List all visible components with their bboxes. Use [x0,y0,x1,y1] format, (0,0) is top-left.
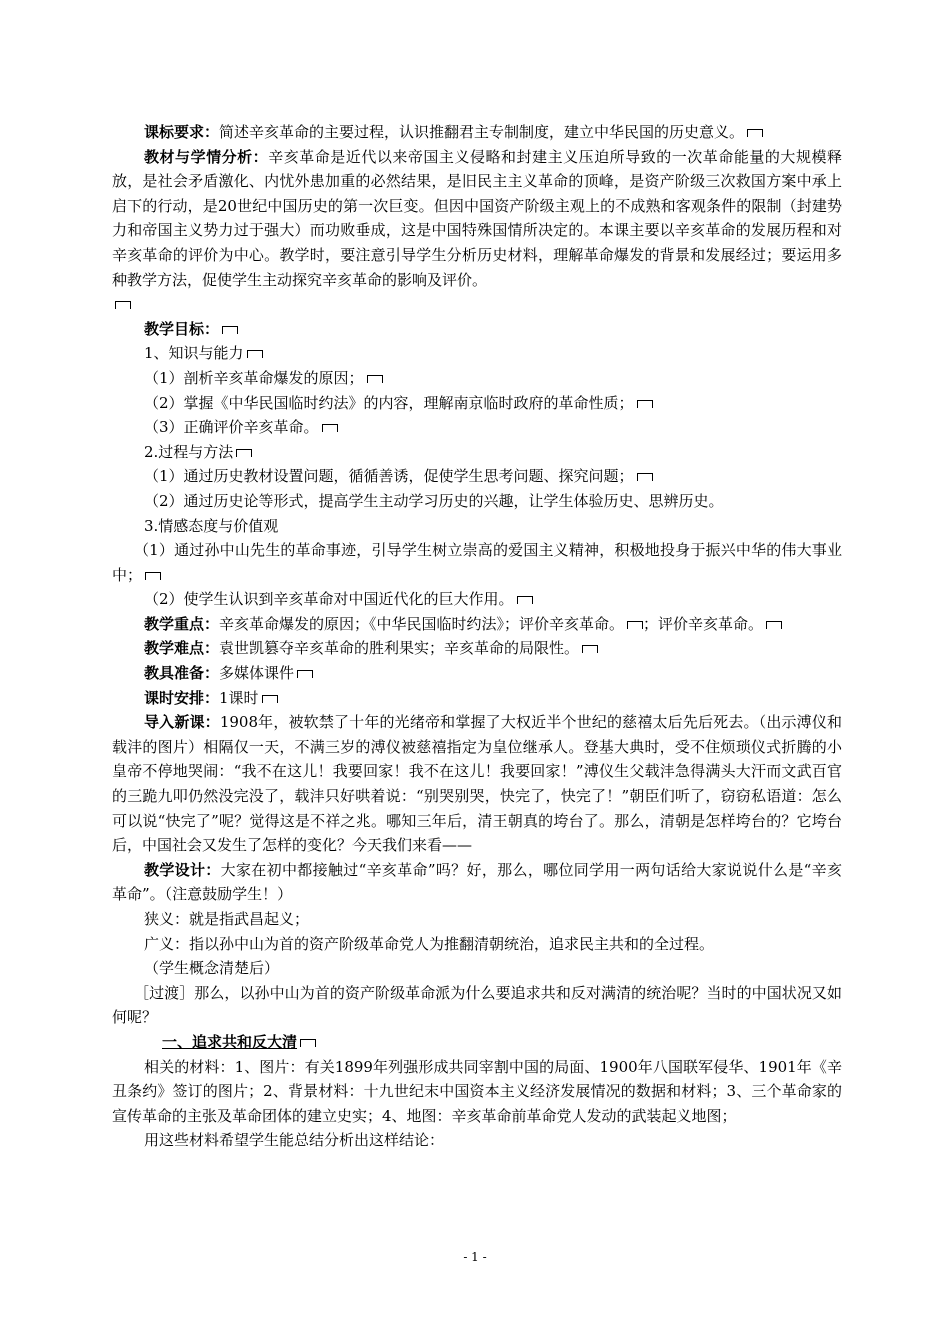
paragraph-mark-icon [300,1039,316,1047]
goal-item [112,538,842,587]
paragraph-mark-icon [145,572,161,580]
section-title: 一、追求共和反大清 [162,1032,298,1051]
goal-item-text: （2）掌握《中华民国临时约法》的内容，理解南京临时政府的革命性质； [144,393,634,412]
section-heading [112,1030,842,1055]
paragraph-mark-icon [236,449,252,457]
goal-item-text: （1）剖析辛亥革命爆发的原因； [144,368,364,387]
teaching-tools-text: 多媒体课件 [219,664,295,683]
paragraph-mark-icon [747,129,763,137]
goal-item [112,464,842,489]
student-concept-note: （学生概念清楚后） [144,959,280,978]
paragraph-mark-icon [262,695,278,703]
paragraph-mark-icon [582,645,598,653]
paragraph-mark-icon [322,424,338,432]
design-text: 大家在初中都接触过“辛亥革命”吗？好，那么，哪位同学用一两句话给大家说说什么是“辛亥革命”。（注意鼓励学生！） [112,860,842,904]
goal-attitude [112,514,842,539]
introduction-paragraph [112,710,842,858]
goal-item-text: （3）正确评价辛亥革命。 [144,418,319,437]
goals-heading [112,317,842,342]
difficulties [112,636,842,661]
teaching-tools-label: 教具准备： [144,664,220,683]
goal-process-text: 2.过程与方法 [144,442,234,461]
analysis-text: 辛亥革命是近代以来帝国主义侵略和封建主义压迫所导致的一次革命能量的大规模释放，是社会矛盾激化、内忧外患加重的必然结果，是旧民主主义革命的顶峰，是资产阶级三次救国方案中承上启下的行动，是20世纪中国历史的第一次巨变。但因中国资产阶级主观上的不成熟和客观条件的限制（封建势力和帝国主义势力过于强大）而功败垂成，这是中国特殊国情所决定的。本课主要以辛亥革命的发展历程和对辛亥革命的评价为中心。教学时，要注意引导学生分析历史材料，理解革命爆发的背景和发展经过；要运用多种教学方法，促使学生主动探究辛亥革命的影响及评价。 [112,147,842,289]
curriculum-requirement [112,120,842,145]
difficulties-label: 教学难点： [144,639,220,658]
goal-item [112,366,842,391]
key-points-label: 教学重点： [144,614,220,633]
introduction-label: 导入新课： [144,713,220,732]
goal-item-text: （2）使学生认识到辛亥革命对中国近代化的巨大作用。 [144,590,514,609]
paragraph-mark-icon [222,326,238,334]
conclusion-prompt: 用这些材料希望学生能总结分析出这样结论： [144,1131,445,1150]
key-points-text-repeat: ；评价辛亥革命。 [643,614,764,633]
goal-item [112,489,842,514]
paragraph-mark-icon [637,473,653,481]
goal-item [112,415,842,440]
paragraph-mark-icon [367,375,383,383]
difficulties-text: 袁世凯篡夺辛亥革命的胜利果实；辛亥革命的局限性。 [219,639,580,658]
analysis-label: 教材与学情分析： [144,147,269,166]
transition-paragraph: ［过渡］那么，以孙中山为首的资产阶级革命派为什么要追求共和反对满清的统治呢？当时的中国状况又如何呢？ [112,983,842,1027]
design-label: 教学设计： [144,860,221,879]
curriculum-text: 简述辛亥革命的主要过程，认识推翻君主专制制度，建立中华民国的历史意义。 [219,123,745,141]
paragraph-mark-icon [297,670,313,678]
teaching-tools [112,661,842,686]
goal-item-text: （1）通过历史教材设置问题，循循善诱，促使学生思考问题、探究问题； [144,467,634,486]
design-paragraph [112,858,842,907]
paragraph-mark-icon [247,350,263,358]
paragraph-mark-icon [517,596,533,604]
class-hours [112,686,842,711]
paragraph-mark-icon [627,621,643,629]
goal-knowledge-text: 1、知识与能力 [144,344,244,363]
document-body [112,120,842,1153]
goal-item-text: （1）通过孙中山先生的革命事迹，引导学生树立崇高的爱国主义精神，积极地投身于振兴中华的伟大事业中； [112,541,842,584]
page-number: - 1 - [463,1250,487,1264]
materials-paragraph: 相关的材料：1、图片：有关1899年列强形成共同宰割中国的局面、1900年八国联军侵华、1901年《辛丑条约》签订的图片；2、背景材料：十九世纪末中国资本主义经济发展情况的数据和材料；3、三个革命家的宣传革命的主张及革命团体的建立史实；4、地图：辛亥革命前革命党人发动的武装起义地图； [112,1057,842,1125]
paragraph-mark-icon [115,301,131,309]
analysis-paragraph [112,145,842,293]
goal-knowledge [112,341,842,366]
goal-process [112,440,842,465]
broad-definition: 广义：指以孙中山为首的资产阶级革命党人为推翻清朝统治，追求民主共和的全过程。 [144,934,715,953]
key-points [112,612,842,637]
goal-item [112,391,842,416]
paragraph-mark-icon [637,400,653,408]
introduction-text: 1908年，被软禁了十年的光绪帝和掌握了大权近半个世纪的慈禧太后先后死去。（出示溥仪和载沣的图片）相隔仅一天，不满三岁的溥仪被慈禧指定为皇位继承人。登基大典时，受不住烦琐仪式折腾的小皇帝不停地哭闹：“我不在这儿！我要回家！我不在这儿！我要回家！”溥仪生父载沣急得满头大汗而文武百官的三跪九叩仍然没完没了，载沣只好哄着说：“别哭别哭，快完了，快完了！”朝臣们听了，窃窃私语道：怎么可以说“快完了”呢？觉得这是不祥之兆。哪知三年后，清王朝真的垮台了。那么，清朝是怎样垮台的？它垮台后，中国社会又发生了怎样的变化？今天我们来看—— [112,713,842,855]
goals-label: 教学目标： [144,319,220,338]
goal-attitude-text: 3.情感态度与价值观 [144,516,279,535]
class-hours-label: 课时安排： [144,688,220,707]
goal-item-text: （2）通过历史论等形式，提高学生主动学习历史的兴趣，让学生体验历史、思辨历史。 [144,491,724,510]
paragraph-mark-icon [766,621,782,629]
curriculum-label: 课标要求： [144,123,220,141]
narrow-definition: 狭义：就是指武昌起义； [144,910,310,928]
key-points-text: 辛亥革命爆发的原因；《中华民国临时约法》；评价辛亥革命。 [219,614,625,633]
class-hours-text: 1课时 [219,688,259,707]
goal-item [112,587,842,612]
empty-line [112,292,842,317]
